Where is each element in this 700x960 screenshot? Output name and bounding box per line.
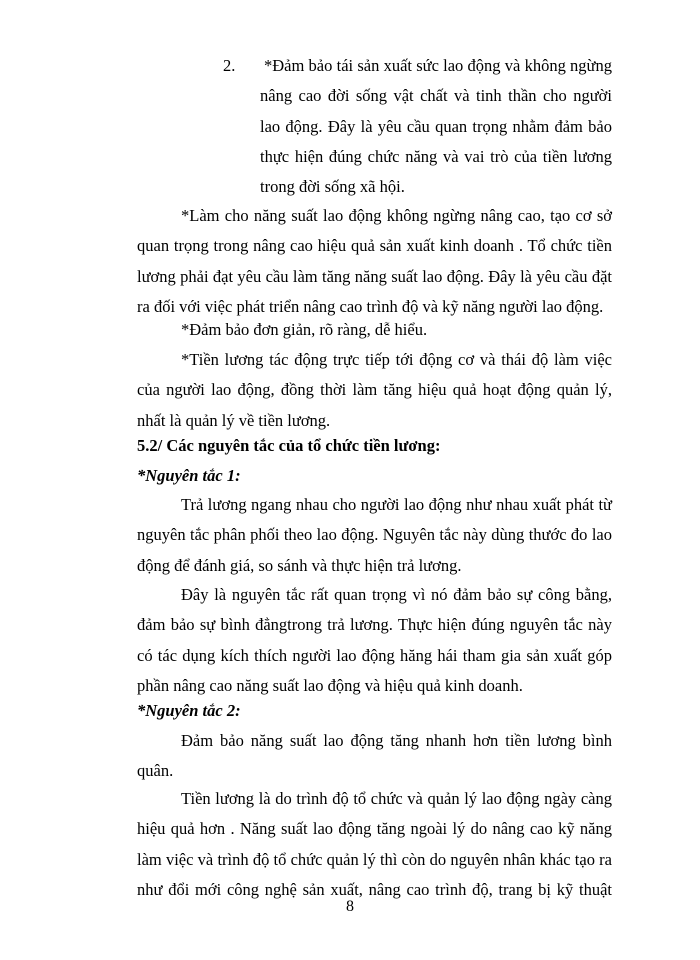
principle-2-paragraph-1: Đảm bảo năng suất lao động tăng nhanh hơn tiền lương bình quân. bbox=[137, 731, 612, 781]
principle-2-paragraph-2: Tiền lương là do trình độ tổ chức và quản lý lao động ngày càng hiệu quả hơn . Năng suất lao động tăng ngoài lý do nâng cao kỹ năng làm việc và trình độ tổ chức quản lý thì còn do nguyên nhân khác tạo ra như đổi mới công nghệ sản xuất, nâng cao trình độ, trang bị kỹ thuật bbox=[137, 789, 612, 899]
principle-1-title: *Nguyên tắc 1: bbox=[137, 466, 241, 485]
paragraph-productivity: *Làm cho năng suất lao động không ngừng nâng cao, tạo cơ sở quan trọng trong nâng cao hiệu quả sản xuất kinh doanh . Tổ chức tiền lương phải đạt yêu cầu làm tăng năng suất lao động. Đây là yêu cầu đặt ra đối với việc phát triển nâng cao trình độ và kỹ năng người lao động. bbox=[137, 206, 612, 316]
paragraph-motivation: *Tiền lương tác động trực tiếp tới động cơ và thái độ làm việc của người lao động, đồng thời làm tăng hiệu quả hoạt động quản lý, nhất là quản lý về tiền lương. bbox=[137, 350, 612, 430]
principle-1-paragraph-1: Trả lương ngang nhau cho người lao động như nhau xuất phát từ nguyên tắc phân phối theo lao động. Nguyên tắc này dùng thước đo lao động để đánh giá, so sánh và thực hiện trả lương. bbox=[137, 495, 612, 575]
principle-2-title: *Nguyên tắc 2: bbox=[137, 701, 241, 720]
list-item-text: *Đảm bảo tái sản xuất sức lao động và không ngừng nâng cao đời sống vật chất và tinh thần cho người lao động. Đây là yêu cầu quan trọng nhằm đảm bảo thực hiện đúng chức năng và vai trò của tiền lương trong đời sống xã hội. bbox=[260, 56, 612, 197]
section-heading: 5.2/ Các nguyên tắc của tổ chức tiền lương: bbox=[137, 436, 441, 455]
list-item-number: 2. bbox=[223, 56, 236, 75]
page-number: 8 bbox=[346, 898, 354, 915]
paragraph-simple: *Đảm bảo đơn giản, rõ ràng, dễ hiểu. bbox=[181, 320, 428, 339]
principle-1-paragraph-2: Đây là nguyên tắc rất quan trọng vì nó đảm bảo sự công bằng, đảm bảo sự bình đẳngtrong trả lương. Thực hiện đúng nguyên tắc này có tác dụng kích thích người lao động hăng hái tham gia sản xuất góp phần nâng cao năng suất lao động và hiệu quả kinh doanh. bbox=[137, 585, 612, 695]
